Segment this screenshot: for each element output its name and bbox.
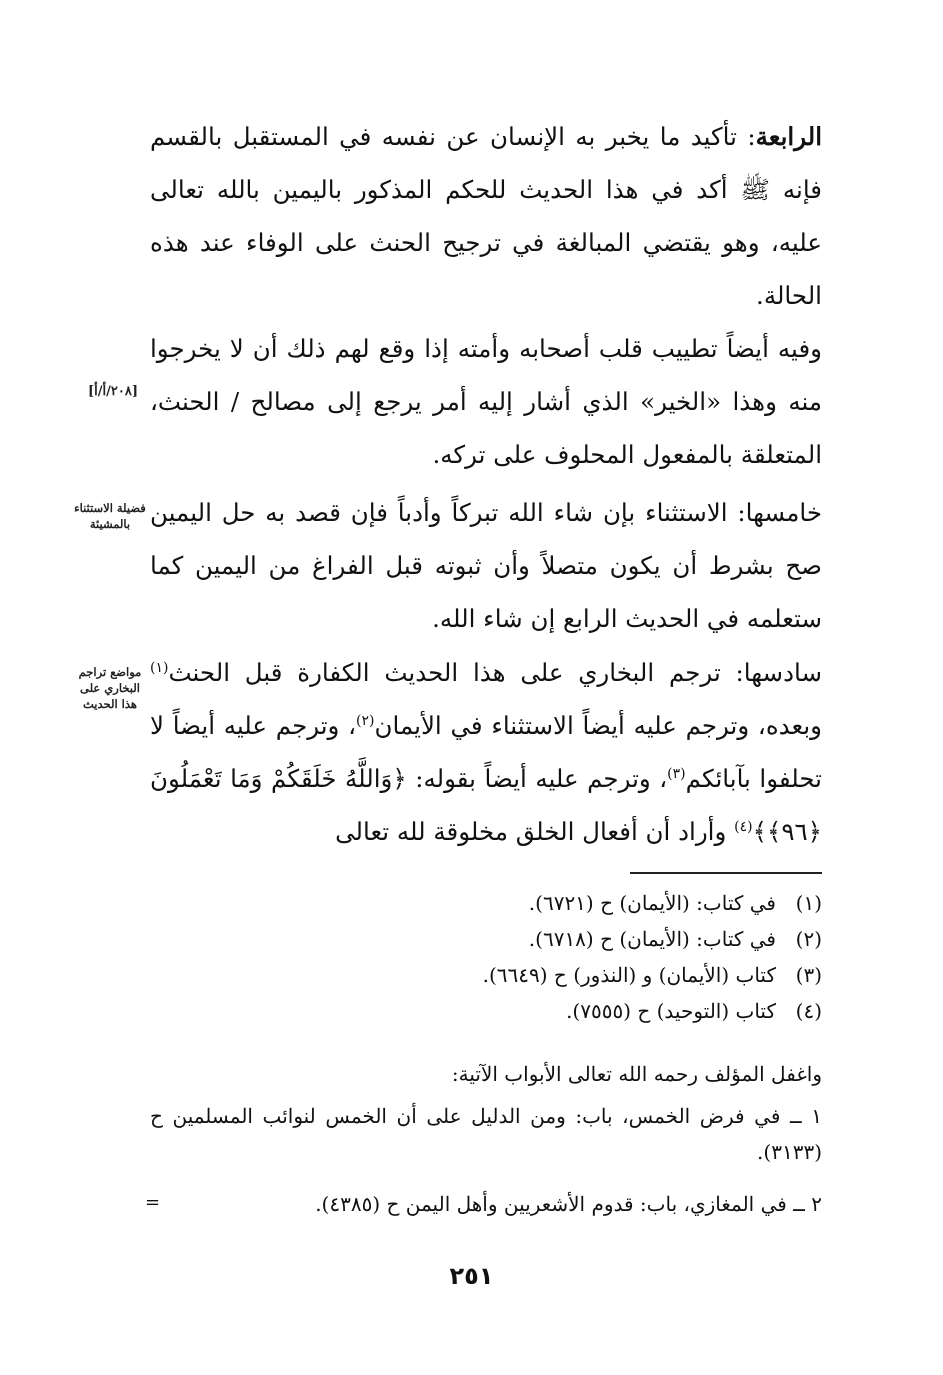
continuation-mark: = xyxy=(145,1192,161,1213)
footnote-number: (١) xyxy=(795,891,822,915)
margin-note-bukhari: مواضع تراجم البخاري على هذا الحديث xyxy=(78,665,142,711)
footnote-ref-2[interactable]: (٢) xyxy=(356,712,375,729)
footnote-number: (٣) xyxy=(795,963,822,987)
paragraph-text: وأراد أن أفعال الخلق مخلوقة لله تعالى xyxy=(335,817,735,846)
footnote-subitem: ١ ــ في فرض الخمس، باب: ومن الدليل على أن الخمس لنوائب المسلمين ح (٣١٣٣). xyxy=(150,1104,822,1164)
footnote-item xyxy=(120,993,822,1029)
footnote-ref-3[interactable]: (٣) xyxy=(667,765,686,782)
footnote-text: كتاب (التوحيد) ح (٧٥٥٥). xyxy=(566,999,776,1023)
paragraph-text: وبعده، وترجم عليه أيضاً الاستثناء في الأيمان xyxy=(374,711,822,740)
footnote-text: كتاب (الأيمان) و (النذور) ح (٦٦٤٩). xyxy=(482,963,776,987)
paragraph-text: خامسها: الاستثناء بإن شاء الله تبركاً وأدباً فإن قصد به حل اليمين صح بشرط أن يكون متصلاً وأن ثبوته قبل الفراغ من اليمين كما ستعلمه في الحديث الرابع إن شاء الله. xyxy=(150,498,822,633)
paragraph-fifth xyxy=(150,486,822,645)
paragraph-text: سادسها: ترجم البخاري على هذا الحديث الكفارة قبل الحنث xyxy=(168,658,822,687)
footnote-intro: واغفل المؤلف رحمه الله تعالى الأبواب الآتية: xyxy=(451,1062,822,1086)
footnote-text: في كتاب: (الأيمان) ح (٦٧١٨). xyxy=(528,927,776,951)
footnote-separator xyxy=(630,872,822,874)
paragraph-text: ، وترجم عليه أيضاً لا تحلفوا بآبائكم xyxy=(150,711,822,793)
quran-quote: ، وترجم عليه أيضاً بقوله: ﴿وَاللَّهُ خَلَقَكُمْ وَمَا تَعْمَلُونَ ﴿٩٦﴾﴾ xyxy=(150,764,822,846)
paragraph-sixth xyxy=(150,646,822,858)
footnote-item xyxy=(120,957,822,993)
footnotes-list xyxy=(120,885,822,1029)
paragraph-text: : تأكيد ما يخبر به الإنسان عن نفسه في المستقبل بالقسم فإنه ﷺ أكد في هذا الحديث للحكم المذكور باليمين بالله تعالى عليه، وهو يقتضي المبالغة في ترجيح الحنث على الوفاء عند هذه الحالة. xyxy=(150,122,822,310)
margin-folio-reference: [٢٠٨/أ/أ] xyxy=(88,384,138,399)
footnote-number: (٤) xyxy=(795,999,822,1023)
footnote-subitem: ٢ ــ في المغازي، باب: قدوم الأشعريين وأهل اليمن ح (٤٣٨٥). xyxy=(315,1192,822,1216)
footnote-text: في كتاب: (الأيمان) ح (٦٧٢١). xyxy=(528,891,776,915)
paragraph-fourth xyxy=(150,110,822,322)
paragraph-benefit xyxy=(150,322,822,481)
footnote-ref-1[interactable]: (١) xyxy=(150,659,169,676)
footnote-ref-4[interactable]: (٤) xyxy=(734,818,753,835)
page-number: ٢٥١ xyxy=(449,1262,494,1290)
margin-note-exception: فضيلة الاستثناء بالمشيئة xyxy=(74,501,146,531)
footnote-number: (٢) xyxy=(795,927,822,951)
paragraph-lead: الرابعة xyxy=(755,122,822,151)
paragraph-text: وفيه أيضاً تطييب قلب أصحابه وأمته إذا وقع لهم ذلك أن لا يخرجوا منه وهذا «الخير» الذي أشار إليه أمر يرجع إلى مصالح / الحنث، المتعلقة بالمفعول المحلوف على تركه. xyxy=(150,334,822,469)
footnote-item xyxy=(120,921,822,957)
footnote-item xyxy=(120,885,822,921)
